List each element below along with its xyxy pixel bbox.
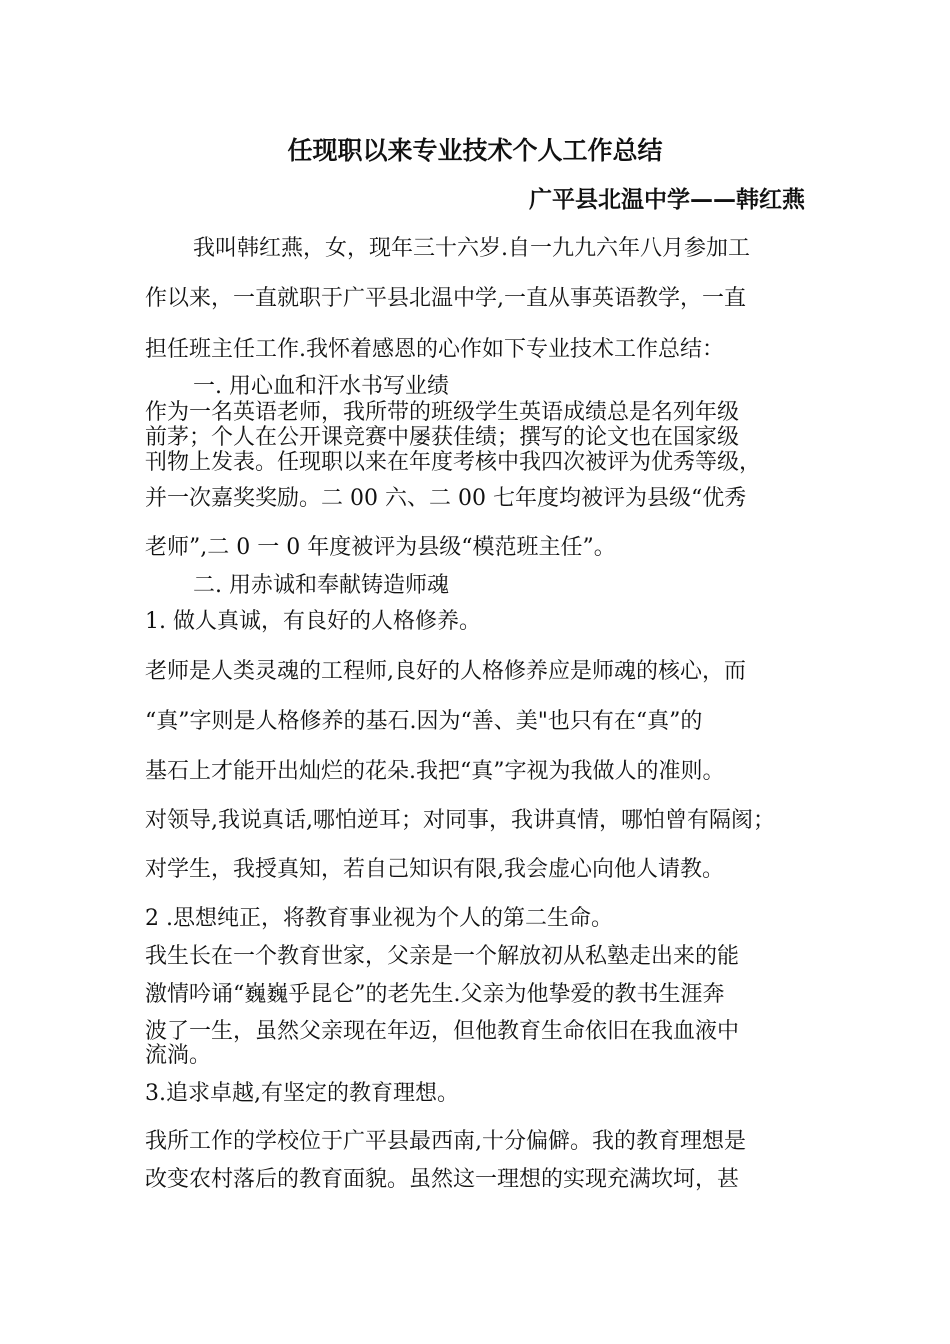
text-line: 担任班主任工作.我怀着感恩的心作如下专业技术工作总结： [145, 337, 724, 362]
text-line: 前茅；个人在公开课竞赛中屡获佳绩；撰写的论文也在国家级 [145, 425, 740, 450]
text-line: 刊物上发表。任现职以来在年度考核中我四次被评为优秀等级， [145, 450, 762, 475]
text-line: 我所工作的学校位于广平县最西南,十分偏僻。我的教育理想是 [145, 1129, 746, 1154]
text-line: 激情吟诵“巍巍乎昆仑”的老先生.父亲为他挚爱的教书生涯奔 [145, 982, 725, 1007]
subheading: 1. 做人真诚，有良好的人格修养。 [145, 609, 481, 634]
text-line: 流淌。 [145, 1043, 212, 1068]
text-line: 老师是人类灵魂的工程师,良好的人格修养应是师魂的核心，而 [145, 659, 746, 684]
author-line: 广平县北温中学——韩红燕 [529, 187, 805, 213]
text-line: 我叫韩红燕，女，现年三十六岁.自一九九六年八月参加工 [193, 236, 750, 261]
text-line: 对学生，我授真知，若自己知识有限,我会虚心向他人请教。 [145, 857, 724, 882]
text-line: 我生长在一个教育世家，父亲是一个解放初从私塾走出来的能 [145, 944, 740, 969]
text-line: 波了一生，虽然父亲现在年迈，但他教育生命依旧在我血液中 [145, 1019, 740, 1044]
section-heading: 二. 用赤诚和奉献铸造师魂 [193, 573, 449, 598]
text-line: 并一次嘉奖奖励。二 00 六、二 00 七年度均被评为县级“优秀 [145, 486, 747, 511]
text-line: 改变农村落后的教育面貌。虽然这一理想的实现充满坎坷，甚 [145, 1167, 740, 1192]
text-line: 基石上才能开出灿烂的花朵.我把“真”字视为我做人的准则。 [145, 759, 725, 784]
document-title: 任现职以来专业技术个人工作总结 [287, 136, 663, 165]
section-heading: 一. 用心血和汗水书写业绩 [193, 374, 449, 399]
text-line: “真”字则是人格修养的基石.因为“善、美"也只有在“真”的 [145, 709, 703, 734]
subheading: 3.追求卓越,有坚定的教育理想。 [145, 1081, 459, 1106]
text-line: 对领导,我说真话,哪怕逆耳；对同事，我讲真情，哪怕曾有隔阂； [145, 808, 775, 833]
text-line: 作以来，一直就职于广平县北温中学,一直从事英语教学，一直 [145, 286, 746, 311]
text-line: 老师”,二 0 一 0 年度被评为县级“模范班主任”。 [145, 535, 616, 560]
subheading: 2 .思想纯正，将教育事业视为个人的第二生命。 [145, 906, 613, 931]
text-line: 作为一名英语老师，我所带的班级学生英语成绩总是名列年级 [145, 400, 740, 425]
